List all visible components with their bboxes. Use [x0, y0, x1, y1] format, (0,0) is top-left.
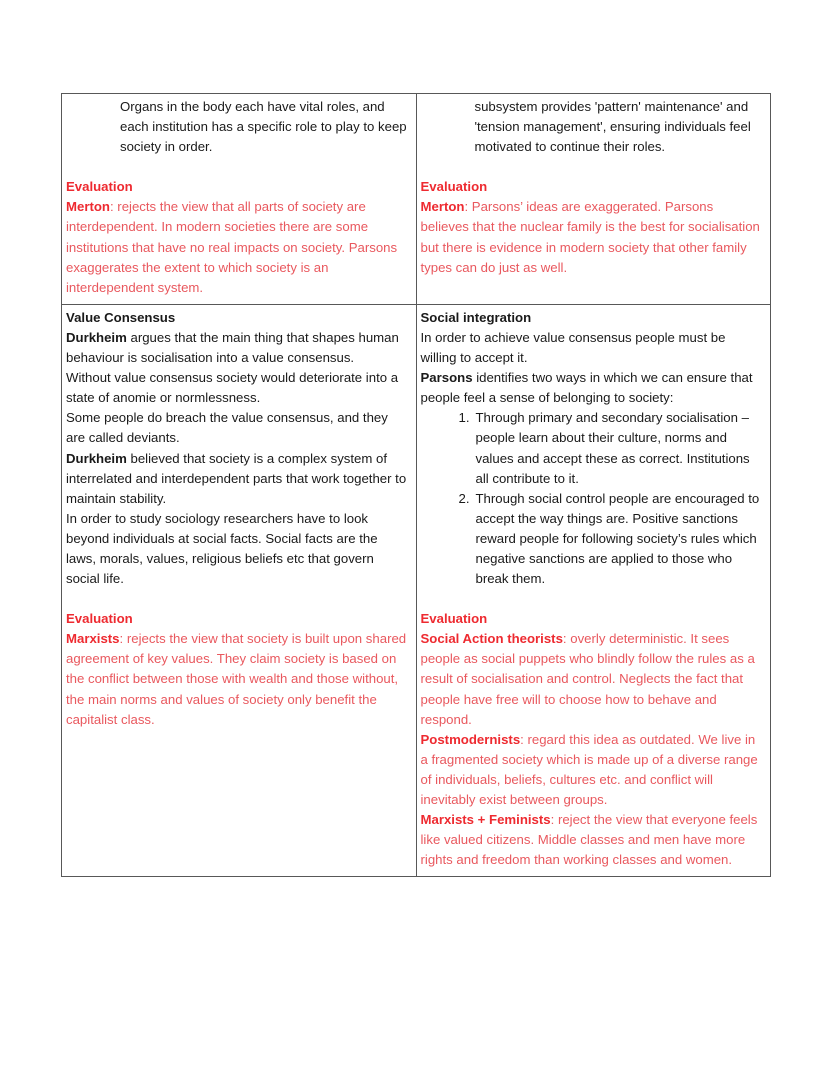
- body-paragraph: [66, 368, 410, 408]
- theorist-name: Merton: [420, 199, 465, 215]
- table-row: [62, 304, 771, 877]
- body-paragraph: [66, 328, 410, 368]
- table-cell-row1-right: [416, 94, 771, 305]
- theorist-name: Marxists + Feminists: [420, 812, 551, 828]
- list-marker: 1.: [458, 410, 470, 426]
- bold-lead: Durkheim: [66, 329, 127, 345]
- evaluation-heading: Evaluation: [420, 611, 488, 627]
- list-item: [421, 408, 765, 488]
- evaluation-heading: Evaluation: [420, 179, 488, 195]
- evaluation-heading: Evaluation: [66, 611, 133, 627]
- list-marker: 2.: [458, 490, 470, 506]
- separator: :: [464, 199, 472, 215]
- list-item: [421, 489, 765, 589]
- intro-paragraph: subsystem provides 'pattern' maintenance' and 'tension management', ensuring individuals feel motivated to continue their roles.: [474, 99, 751, 155]
- section-heading: Value Consensus: [66, 309, 176, 325]
- table-cell-row2-left: [62, 304, 417, 877]
- paragraph-text: In order to study sociology researchers have to look beyond individuals at social facts. Social facts are the laws, morals, values, religious beliefs etc that govern social life.: [66, 510, 378, 587]
- theorist-name: Merton: [66, 199, 110, 215]
- table-cell-row2-right: [416, 304, 771, 877]
- evaluation-heading: Evaluation: [66, 179, 133, 195]
- paragraph-spacer: [421, 589, 765, 609]
- paragraph-spacer: [66, 157, 410, 177]
- table-row: [62, 94, 771, 305]
- evaluation-entry: [66, 629, 410, 729]
- body-paragraph: [421, 328, 765, 368]
- paragraph-text: argues that the main thing that shapes human behaviour is socialisation into a value consensus.: [66, 329, 399, 366]
- section-heading: Social integration: [420, 309, 532, 325]
- paragraph-text: Some people do breach the value consensus, and they are called deviants.: [66, 410, 388, 446]
- separator: :: [562, 631, 571, 647]
- evaluation-entry: [421, 730, 765, 810]
- evaluation-text: overly deterministic. It sees people as social puppets who blindly follow the rules as a result of socialisation and control. Neglects the fact that people have free will to choose how to behave and respond.: [420, 631, 755, 727]
- evaluation-entry: [421, 629, 765, 729]
- list-item-text: Through primary and secondary socialisation – people learn about their culture, norms and values and accept these as correct. Institutions all contribute to it.: [475, 410, 750, 486]
- table-cell-row1-left: [62, 94, 417, 305]
- evaluation-text: reject the view that everyone feels like valued citizens. Middle classes and men have more rights and freedom than working classes and women.: [420, 812, 758, 868]
- bold-lead: Parsons: [420, 370, 473, 386]
- theorist-name: Marxists: [66, 631, 120, 647]
- paragraph-text: identifies two ways in which we can ensure that people feel a sense of belonging to society:: [420, 370, 753, 406]
- body-paragraph: [66, 509, 410, 589]
- body-paragraph: [421, 368, 765, 408]
- intro-paragraph: Organs in the body each have vital roles, and each institution has a specific role to play to keep society in order.: [120, 99, 407, 155]
- paragraph-text: Without value consensus society would deteriorate into a state of anomie or normlessness.: [66, 370, 399, 406]
- separator: :: [119, 631, 127, 647]
- separator: :: [520, 731, 528, 747]
- paragraph-spacer: [66, 589, 410, 609]
- theorist-name: Postmodernists: [420, 731, 521, 747]
- evaluation-text: regard this idea as outdated. We live in a fragmented society which is made up of a diverse range of individuals, beliefs, cultures etc. and conflict will inevitably exist between groups.: [420, 731, 758, 807]
- evaluation-text: Parsons’ ideas are exaggerated. Parsons believes that the nuclear family is the best for socialisation but there is evidence in modern society that other family types can do just as well.: [420, 199, 760, 275]
- separator: :: [109, 199, 118, 215]
- evaluation-text: rejects the view that society is built upon shared agreement of key values. They claim society is based on the conflict between those with wealth and those without, the main norms and values of society only benefit the capitalist class.: [66, 631, 407, 727]
- paragraph-text: believed that society is a complex system of interrelated and interdependent parts that work together to maintain stability.: [66, 450, 407, 506]
- paragraph-text: In order to achieve value consensus people must be willing to accept it.: [420, 329, 726, 366]
- evaluation-text: rejects the view that all parts of society are interdependent. In modern societies there are some institutions that have no real impacts on society. Parsons exaggerates the extent to which society is an interdependent system.: [66, 199, 398, 295]
- evaluation-entry: [66, 197, 410, 297]
- evaluation-entry: [421, 197, 765, 277]
- paragraph-spacer: [421, 157, 765, 177]
- bold-lead: Durkheim: [66, 450, 127, 466]
- list-item-text: Through social control people are encouraged to accept the way things are. Positive sanctions reward people for following society’s rules which negative sanctions are applied to those who break them.: [475, 490, 760, 587]
- evaluation-entry: [421, 810, 765, 870]
- separator: :: [550, 812, 558, 828]
- body-paragraph: [66, 449, 410, 509]
- notes-table: [61, 93, 771, 877]
- body-paragraph: [66, 408, 410, 448]
- theorist-name: Social Action theorists: [420, 631, 563, 647]
- numbered-list: [421, 408, 765, 589]
